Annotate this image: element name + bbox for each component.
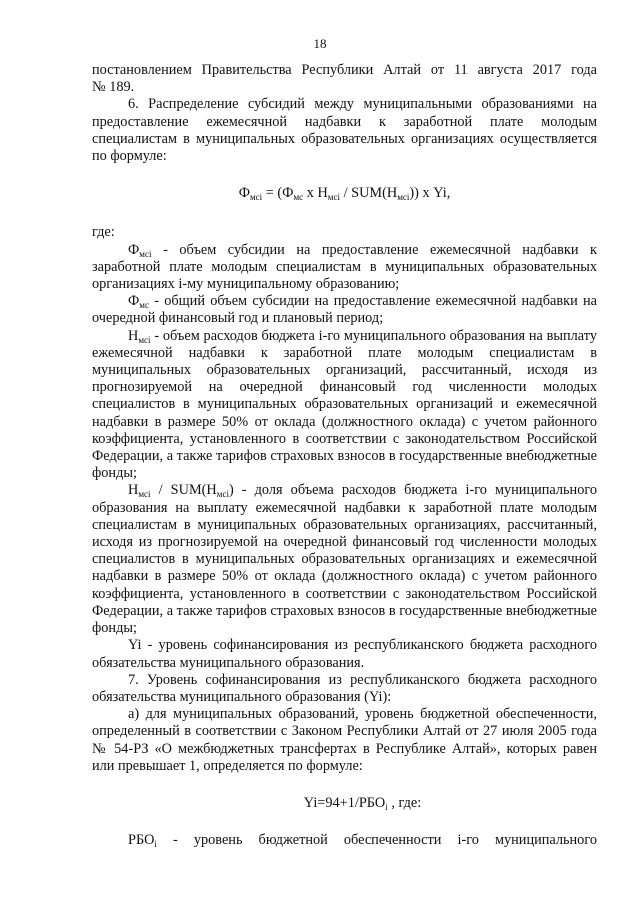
paragraph-7a: а) для муниципальных образований, уровень бюджетной обеспеченности, определенный в соответствии с Законом Республики Алтай от 27 июля 2005 года № 54-РЗ «О межбюджетных трансфертах в Республике Алтай», которых равен или превышает 1, определяется по формуле: [92, 706, 597, 774]
document-body [92, 62, 597, 849]
where-label: где: [92, 224, 115, 241]
paragraph-7: 7. Уровень софинансирования из республиканского бюджета расходного обязательства муниципального образования (Yi): [92, 671, 597, 705]
page-number: 18 [313, 36, 327, 51]
definition-cofinancing-level: Yi - уровень софинансирования из республиканского бюджета расходного обязательства муниципального образования. [92, 637, 597, 671]
paragraph-6: 6. Распределение субсидий между муниципальными образованиями на предоставление ежемесячной надбавки к заработной плате молодым специалистам в муниципальных образовательных организациях осуществляется по формуле: [92, 96, 597, 165]
definition-subsidy-total: $Ф_{мс}$ - общий объем субсидии на предоставление ежемесячной надбавки на очередной финансовый год и плановый период; [92, 293, 597, 327]
intro-line-2: № 189. [92, 79, 135, 96]
formula-subsidy: $Ф_{мсі} = (Ф_{мс}$ х $Н_{мсі} / SUM(Н_{мсі})$) х Yi, [238, 185, 451, 203]
definition-expenses: $Н_{мсі}$ - объем расходов бюджета i-го муниципального образования на выплату ежемесячной надбавки к заработной плате молодым специалистам в муниципальных образовательных организаций, рассчитанный, исходя из прогнозируемой на очередной финансовый год численности молодых специалистов в муниципальных образовательных организаций и ежемесячной надбавки в размере 50% от оклада (должностного оклада) с учетом районного коэффициента, установленного в соответствии с законодательством Российской Федерации, а также тарифов страховых взносов в государственные внебюджетные фонды; [92, 327, 597, 482]
formula-cofinancing: $Yi=94+1/РБО_i$ , где: [303, 794, 422, 812]
definition-budget-provision: $РБО_i$ - уровень бюджетной обеспеченности i-го муниципального [128, 832, 597, 850]
definition-subsidy-i: $Ф_{мсі}$ - объем субсидии на предоставление ежемесячной надбавки к заработной плате молодым специалистам в муниципальных образовательных организациях i-му муниципальному образованию; [92, 241, 597, 293]
intro-line-1: постановлением Правительства Республики Алтай от 11 августа 2017 года [92, 62, 597, 78]
definition-expense-share: $Н_{мсі} / SUM(Н_{мсі})$ - доля объема расходов бюджета i-го муниципального образования на выплату ежемесячной надбавки к заработной плате молодым специалистам в муниципальных образовательных организациях, рассчитанный, исходя из прогнозируемой на очередной финансовый год численности молодых специалистов в муниципальных образовательных организациях и ежемесячной надбавки в размере 50% от оклада (должностного оклада) с учетом районного коэффициента, установленного в соответствии с законодательством Российской Федерации, а также тарифов страховых взносов в государственные внебюджетные фонды; [92, 482, 597, 637]
